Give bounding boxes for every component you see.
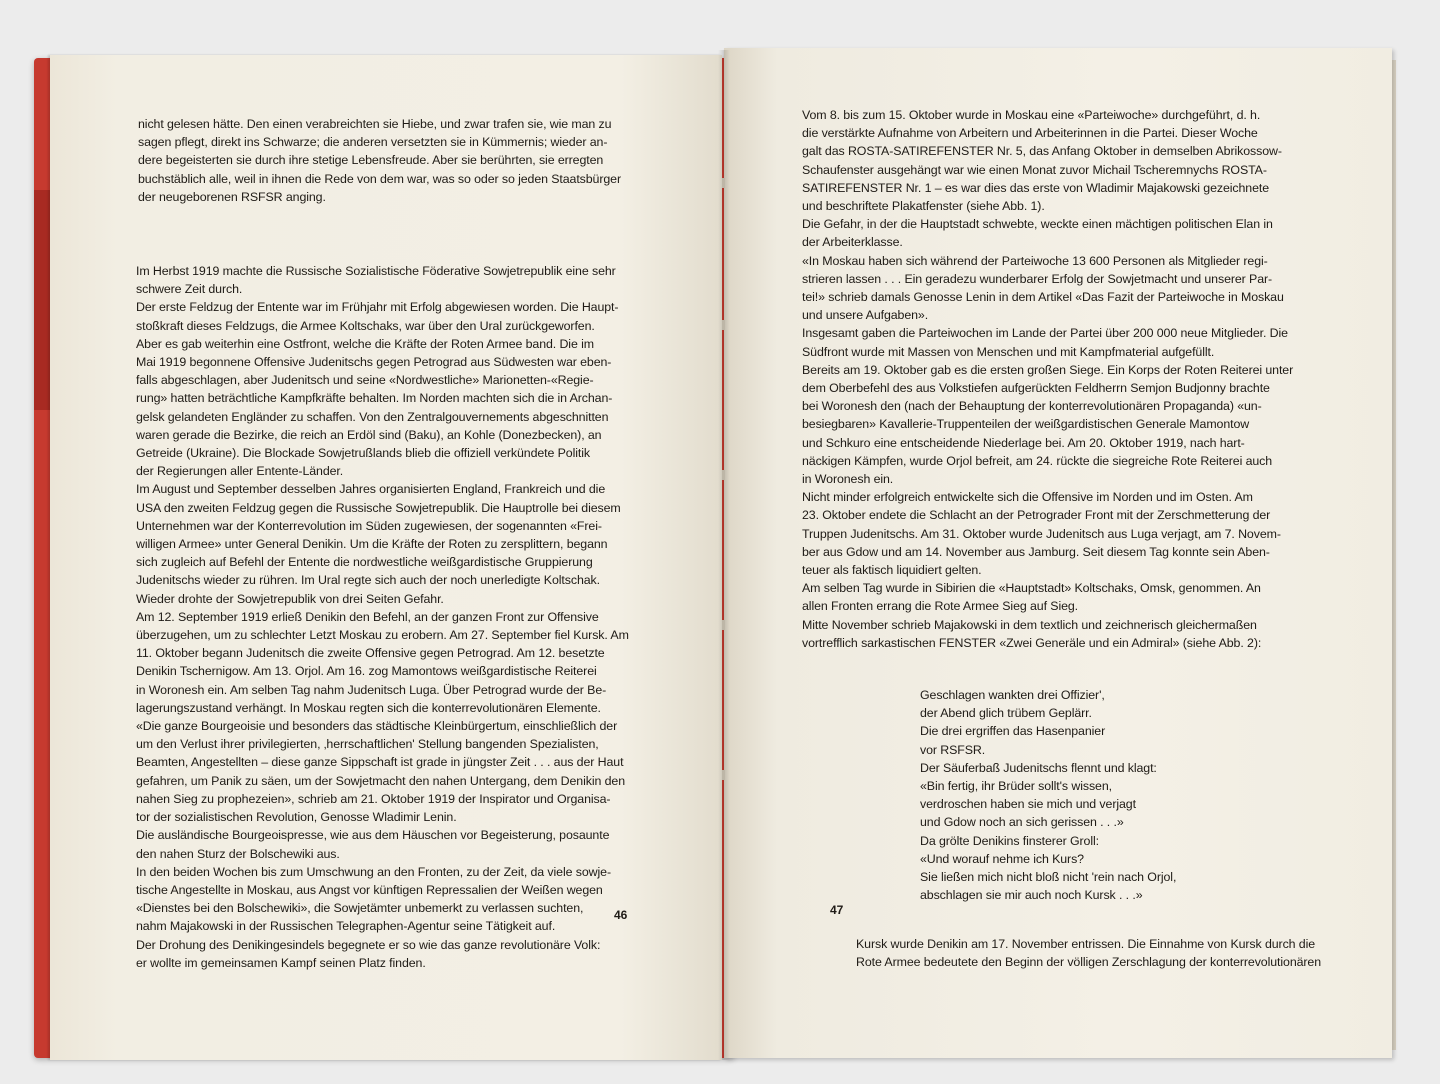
text-line: dere begeisterten sie durch ihre stetige Lebensfreude. Aber sie berührten, sie erregten (138, 153, 604, 168)
text-line: dem Oberbefehl des aus Volkstiefen aufgerückten Feldherrn Semjon Budjonny brachte (802, 381, 1270, 396)
text-line: der Regierungen aller Entente-Länder. (136, 464, 344, 479)
text-line: Der erste Feldzug der Entente war im Frühjahr mit Erfolg abgewiesen worden. Die Haupt- (136, 300, 619, 315)
text-line: Der Drohung des Denikingesindels begegnete er so wie das ganze revolutionäre Volk: (136, 937, 601, 952)
text-line: strieren lassen . . . Ein geradezu wunderbarer Erfolg der Sowjetmacht und unserer Par- (802, 271, 1273, 286)
text-line: waren gerade die Bezirke, die reich an Erdöl sind (Baku), an Kohle (Donezbecken), an (136, 427, 602, 442)
poem-line: Sie ließen mich nicht bloß nicht 'rein nach Orjol, (920, 870, 1177, 885)
text-line: ber aus Gdow und am 14. November aus Jamburg. Seit diesem Tag konnte sein Aben- (802, 544, 1270, 559)
text-line: er wollte im gemeinsamen Kampf seinen Platz finden. (136, 955, 426, 970)
text-line: Insgesamt gaben die Parteiwochen im Lande der Partei über 200 000 neue Mitglieder. Die (802, 326, 1288, 341)
poem-line: vor RSFSR. (920, 742, 986, 757)
text-line: SATIREFENSTER Nr. 1 – es war dies das erste von Wladimir Majakowski gezeichnete (802, 180, 1270, 195)
poem-line: Da grölte Denikins finsterer Groll: (920, 833, 1099, 848)
text-line: In den beiden Wochen bis zum Umschwung an den Fronten, zu der Zeit, da viele sowje- (136, 864, 611, 879)
binding-stitch (722, 178, 725, 188)
text-line: Rote Armee bedeutete den Beginn der völligen Zerschlagung der konterrevolutionären (856, 955, 1322, 970)
text-line: in Woronesh ein. Am selben Tag nahm Judenitsch Luga. Über Petrograd wurde der Be- (136, 682, 607, 697)
text-line: in Woronesh ein. (802, 472, 894, 487)
text-line: Beamten, Angestellten – diese ganze Sippschaft ist grade in jüngster Zeit . . . aus der Haut (136, 755, 624, 770)
text-line: willigen Armee» unter General Denikin. Um die Kräfte der Roten zu zersplittern, begann (136, 537, 608, 552)
text-line: Mitte November schrieb Majakowski in dem textlich und zeichnerisch gleichermaßen (802, 617, 1257, 632)
right-bottom-text (856, 935, 1356, 971)
text-line: um den Verlust ihrer privilegierten, ‚herrschaftlichen' Stellung bangenden Spezialisten, (136, 737, 599, 752)
poem-line: und Gdow noch an sich gerissen . . .» (920, 815, 1124, 830)
poem-line: der Abend glich trübem Geplärr. (920, 706, 1092, 721)
text-line: Judenitschs wieder zu rühren. Im Ural regte sich auch der noch unerledigte Koltschak. (136, 573, 600, 588)
text-line: Die ausländische Bourgeoispresse, wie aus dem Häuschen vor Begeisterung, posaunte (136, 828, 610, 843)
text-line: sich zugleich auf Befehl der Entente die nordwestliche weißgardistische Gruppierung (136, 555, 593, 570)
poem-line: Geschlagen wankten drei Offizier', (920, 688, 1105, 702)
text-line: Vom 8. bis zum 15. Oktober wurde in Moskau eine «Parteiwoche» durchgeführt, d. h. (802, 108, 1261, 122)
poem (920, 686, 1340, 904)
text-line: stoßkraft dieses Feldzugs, die Armee Koltschaks, war über den Ural zurückgeworfen. (136, 318, 595, 333)
poem-line: Der Säuferbaß Judenitschs flennt und klagt: (920, 760, 1157, 775)
text-line: gefahren, um Panik zu säen, um der Sowjetmacht den nahen Untergang, dem Denikin den (136, 773, 626, 788)
text-line: bei Woronesh den (nach der Behauptung der konterrevolutionären Propaganda) «un- (802, 399, 1262, 414)
page-number-right: 47 (830, 903, 844, 917)
left-top-paragraph (138, 115, 718, 206)
text-line: Mai 1919 begonnene Offensive Judenitschs gegen Petrograd aus Südwesten war eben- (136, 355, 612, 370)
text-line: Im August und September desselben Jahres organisierten England, Frankreich und die (136, 482, 606, 497)
text-line: und Schkuro eine entscheidende Niederlage bei. Am 20. Oktober 1919, nach hart- (802, 435, 1245, 450)
binding-stitch (722, 320, 725, 330)
text-line: Kursk wurde Denikin am 17. November entrissen. Die Einnahme von Kursk durch die (856, 937, 1316, 951)
text-line: Südfront wurde mit Massen von Menschen und mit Kampfmaterial aufgefüllt. (802, 344, 1215, 359)
binding-stitch (722, 770, 725, 780)
text-line: besiegbaren» Kavallerie-Truppenteilen der weißgardistischen Generale Mamontow (802, 417, 1250, 432)
text-line: Nicht minder erfolgreich entwickelte sich die Offensive im Norden und im Osten. Am (802, 490, 1253, 505)
text-line: Unternehmen war der Konterrevolution im Süden zugewiesen, der sogenannten «Frei- (136, 518, 602, 533)
right-main-text (802, 106, 1374, 652)
text-line: Am 12. September 1919 erließ Denikin den Befehl, an der ganzen Front zur Offensive (136, 609, 599, 624)
text-line: rung» hatten beträchtliche Kampfkräfte behalten. Im Norden machten sich die in Archan- (136, 391, 613, 406)
text-line: «Die ganze Bourgeoisie und besonders das städtische Kleinbürgertum, einschließlich der (136, 719, 618, 734)
text-line: Aber es gab weiterhin eine Ostfront, welche die Kräfte der Roten Armee band. Die im (136, 336, 594, 351)
text-line: nahen Sieg zu prophezeien», schrieb am 21. Oktober 1919 der Inspirator und Organisa- (136, 791, 611, 806)
poem-line: «Und worauf nehme ich Kurs? (920, 851, 1084, 866)
text-line: der Arbeiterklasse. (802, 235, 903, 250)
text-line: tei!» schrieb damals Genosse Lenin in dem Artikel «Das Fazit der Parteiwoche in Moskau (802, 290, 1284, 305)
text-line: allen Fronten errang die Rote Armee Sieg auf Sieg. (802, 599, 1079, 614)
binding-stitch (722, 620, 725, 630)
text-line: Getreide (Ukraine). Die Blockade Sowjetrußlands blieb die offiziell verkündete Politik (136, 446, 590, 461)
text-line: buchstäblich alle, weil in ihnen die Rede von dem war, was so oder so jeden Staatsbürger (138, 171, 621, 186)
text-line: galt das ROSTA-SATIREFENSTER Nr. 5, das Anfang Oktober in demselben Abrikossow- (802, 144, 1282, 159)
text-line: gelsk gelandeten Engländer zu schaffen. Von den Zentralgouvernements abgeschnitten (136, 409, 609, 424)
book-spine (718, 50, 730, 1060)
text-line: Die Gefahr, in der die Hauptstadt schwebte, weckte einen mächtigen politischen Elan in (802, 217, 1273, 232)
left-main-text (136, 262, 716, 972)
text-line: Am selben Tag wurde in Sibirien die «Hauptstadt» Koltschaks, Omsk, genommen. An (802, 581, 1261, 596)
text-line: schwere Zeit durch. (136, 282, 243, 297)
text-line: der neugeborenen RSFSR anging. (138, 189, 326, 204)
left-page (50, 55, 722, 1060)
text-line: Wieder drohte der Sowjetrepublik von drei Seiten Gefahr. (136, 591, 444, 606)
text-line: Im Herbst 1919 machte die Russische Sozialistische Föderative Sowjetrepublik eine sehr (136, 264, 616, 278)
text-line: «Dienstes bei den Bolschewiki», die Sowjetämter unbemerkt zu verlassen suchten, (136, 901, 584, 916)
text-line: 11. Oktober begann Judenitsch die zweite Offensive gegen Petrograd. Am 12. besetzte (136, 646, 605, 661)
text-line: 23. Oktober endete die Schlacht an der Petrograder Front mit der Zerschmetterung der (802, 508, 1271, 523)
text-line: «In Moskau haben sich während der Parteiwoche 13 600 Personen als Mitglieder regi- (802, 253, 1268, 268)
poem-line: verdroschen haben sie mich und verjagt (920, 797, 1136, 812)
text-line: die verstärkte Aufnahme von Arbeitern und Arbeiterinnen in die Partei. Dieser Woche (802, 126, 1258, 141)
text-line: Truppen Judenitschs. Am 31. Oktober wurde Judenitsch aus Luga verjagt, am 7. Novem- (802, 526, 1281, 541)
text-line: Schaufenster ausgehängt war wie einen Monat zuvor Michail Tscheremnychs ROSTA- (802, 162, 1267, 177)
text-line: USA den zweiten Feldzug gegen die Russische Sowjetrepublik. Die Hauptrolle bei diesem (136, 500, 621, 515)
text-line: lagerungszustand verhängt. In Moskau regten sich die konterrevolutionären Elemente. (136, 700, 601, 715)
poem-line: «Bin fertig, ihr Brüder sollt's wissen, (920, 779, 1112, 794)
page-number-left: 46 (614, 908, 628, 922)
text-line: und unsere Aufgaben». (802, 308, 929, 323)
text-line: den nahen Sturz der Bolschewiki aus. (136, 846, 340, 861)
right-page (724, 48, 1392, 1058)
poem-line: Die drei ergriffen das Hasenpanier (920, 724, 1106, 739)
text-line: falls abgeschlagen, aber Judenitsch und seine «Nordwestliche» Marionetten-«Regie- (136, 373, 594, 388)
text-line: sagen pflegt, direkt ins Schwarze; die anderen versetzten sie in Kümmernis; wieder an- (138, 135, 608, 150)
text-line: Bereits am 19. Oktober gab es die ersten großen Siege. Ein Korps der Roten Reiterei unter (802, 362, 1294, 377)
text-line: vortrefflich sarkastischen FENSTER «Zwei Generäle und ein Admiral» (siehe Abb. 2): (802, 635, 1262, 650)
text-line: näckigen Kämpfen, wurde Orjol befreit, am 24. rückte die siegreiche Rote Reiterei auch (802, 453, 1273, 468)
text-line: tische Angestellte in Moskau, aus Angst vor künftigen Repressalien der Weißen wegen (136, 882, 603, 897)
binding-stitch (722, 470, 725, 480)
text-line: tor der sozialistischen Revolution, Genosse Wladimir Lenin. (136, 810, 457, 825)
poem-line: abschlagen sie mir auch noch Kursk . . .» (920, 888, 1143, 903)
text-line: und beschriftete Plakatfenster (siehe Abb. 1). (802, 199, 1045, 214)
text-line: überzugehen, um zu schlechter Letzt Moskau zu erobern. Am 27. September fiel Kursk. Am (136, 628, 629, 643)
text-line: nicht gelesen hätte. Den einen verabreichten sie Hiebe, und zwar trafen sie, wie man zu (138, 117, 612, 131)
text-line: Denikin Tschernigow. Am 13. Orjol. Am 16. zog Mamontows weißgardistische Reiterei (136, 664, 597, 679)
text-line: teuer als faktisch liquidiert gelten. (802, 563, 982, 578)
text-line: nahm Majakowski in der Russischen Telegraphen-Agentur seine Tätigkeit auf. (136, 919, 556, 934)
